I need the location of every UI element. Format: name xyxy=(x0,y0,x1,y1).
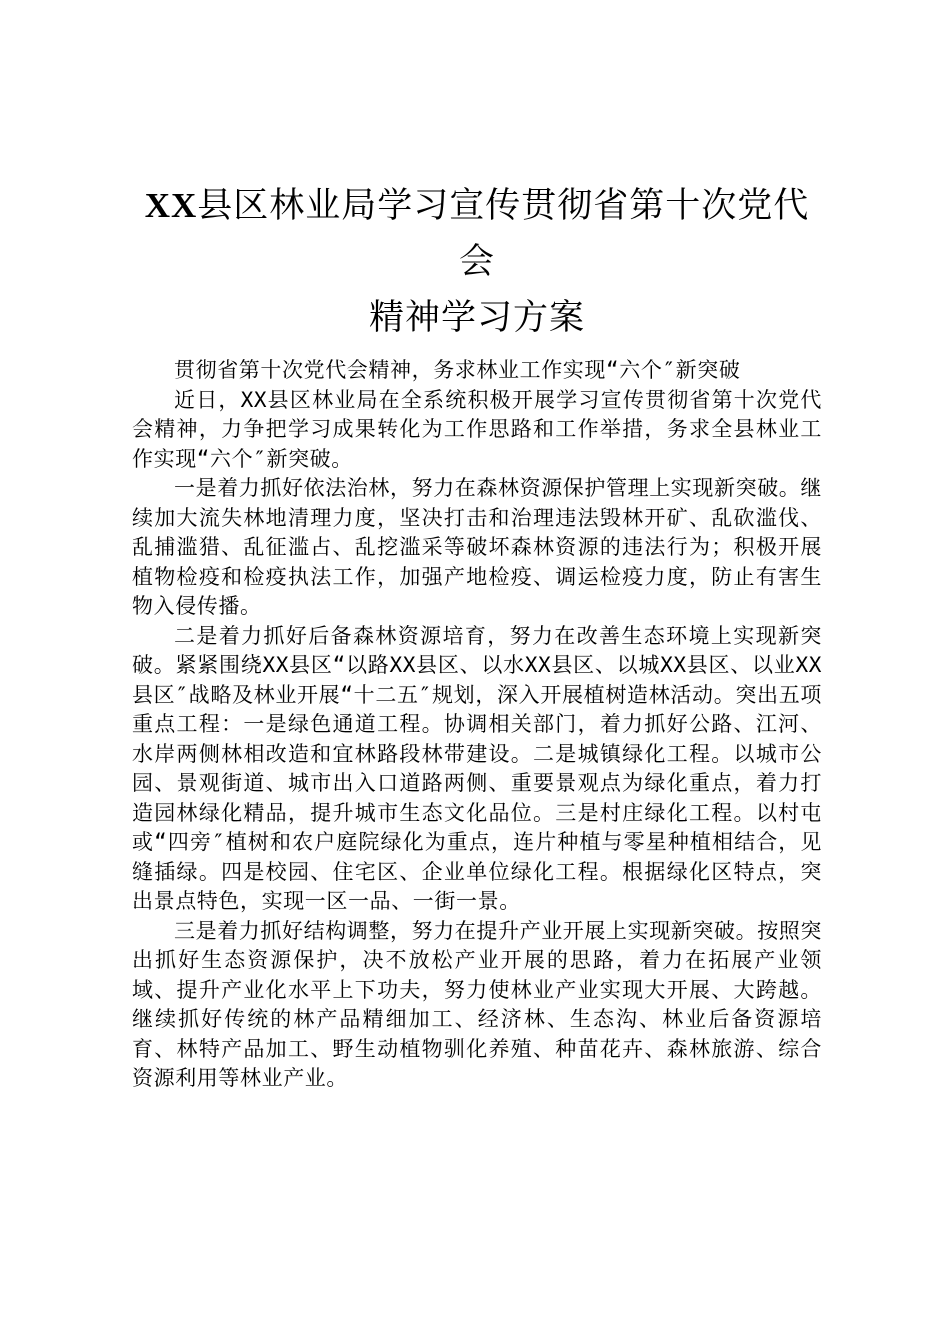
paragraph-point-2: 二是着力抓好后备森林资源培育，努力在改善生态环境上实现新突破。紧紧围绕XX县区“以路XX县区、以水XX县区、以城XX县区、以业XX县区″战略及林业开展“十二五″规划，深入开展植树造林活动。突出五项重点工程：一是绿色通道工程。协调相关部门，着力抓好公路、江河、水岸两侧林相改造和宜林路段林带建设。二是城镇绿化工程。以城市公园、景观街道、城市出入口道路两侧、重要景观点为绿化重点，着力打造园林绿化精品，提升城市生态文化品位。三是村庄绿化工程。以村屯或“四旁″植树和农户庭院绿化为重点，连片种植与零星种植相结合，见缝插绿。四是校园、住宅区、企业单位绿化工程。根据绿化区特点，突出景点特色，实现一区一品、一街一景。 xyxy=(132,623,822,913)
title-prefix: XX xyxy=(144,186,198,225)
paragraph-point-1: 一是着力抓好依法治林，努力在森林资源保护管理上实现新突破。继续加大流失林地清理力度，坚决打击和治理违法毁林开矿、乱砍滥伐、乱捕滥猎、乱征滥占、乱挖滥采等破坏森林资源的违法行为；积极开展植物检疫和检疫执法工作，加强产地检疫、调运检疫力度，防止有害生物入侵传播。 xyxy=(132,476,822,618)
title-line-2: 精神学习方案 xyxy=(368,298,585,338)
paragraph-intro: 近日，XX县区林业局在全系统积极开展学习宣传贯彻省第十次党代会精神，力争把学习成果转化为工作思路和工作举措，务求全县林业工作实现“六个″新突破。 xyxy=(132,387,822,471)
title-line-1 xyxy=(132,178,822,290)
document-title xyxy=(132,178,822,346)
paragraph-subtitle: 贯彻省第十次党代会精神，务求林业工作实现“六个″新突破 xyxy=(174,358,741,382)
title-line-1-rest: 县区林业局学习宣传贯彻省第十次党代会 xyxy=(197,186,810,282)
paragraph-point-3: 三是着力抓好结构调整，努力在提升产业开展上实现新突破。按照突出抓好生态资源保护，决不放松产业开展的思路，着力在拓展产业领域、提升产业化水平上下功夫，努力使林业产业实现大开展、大跨越。继续抓好传统的林产品精细加工、经济林、生态沟、林业后备资源培育、林特产品加工、野生动植物驯化养殖、种苗花卉、森林旅游、综合资源利用等林业产业。 xyxy=(132,918,822,1090)
document-page xyxy=(132,178,822,1094)
